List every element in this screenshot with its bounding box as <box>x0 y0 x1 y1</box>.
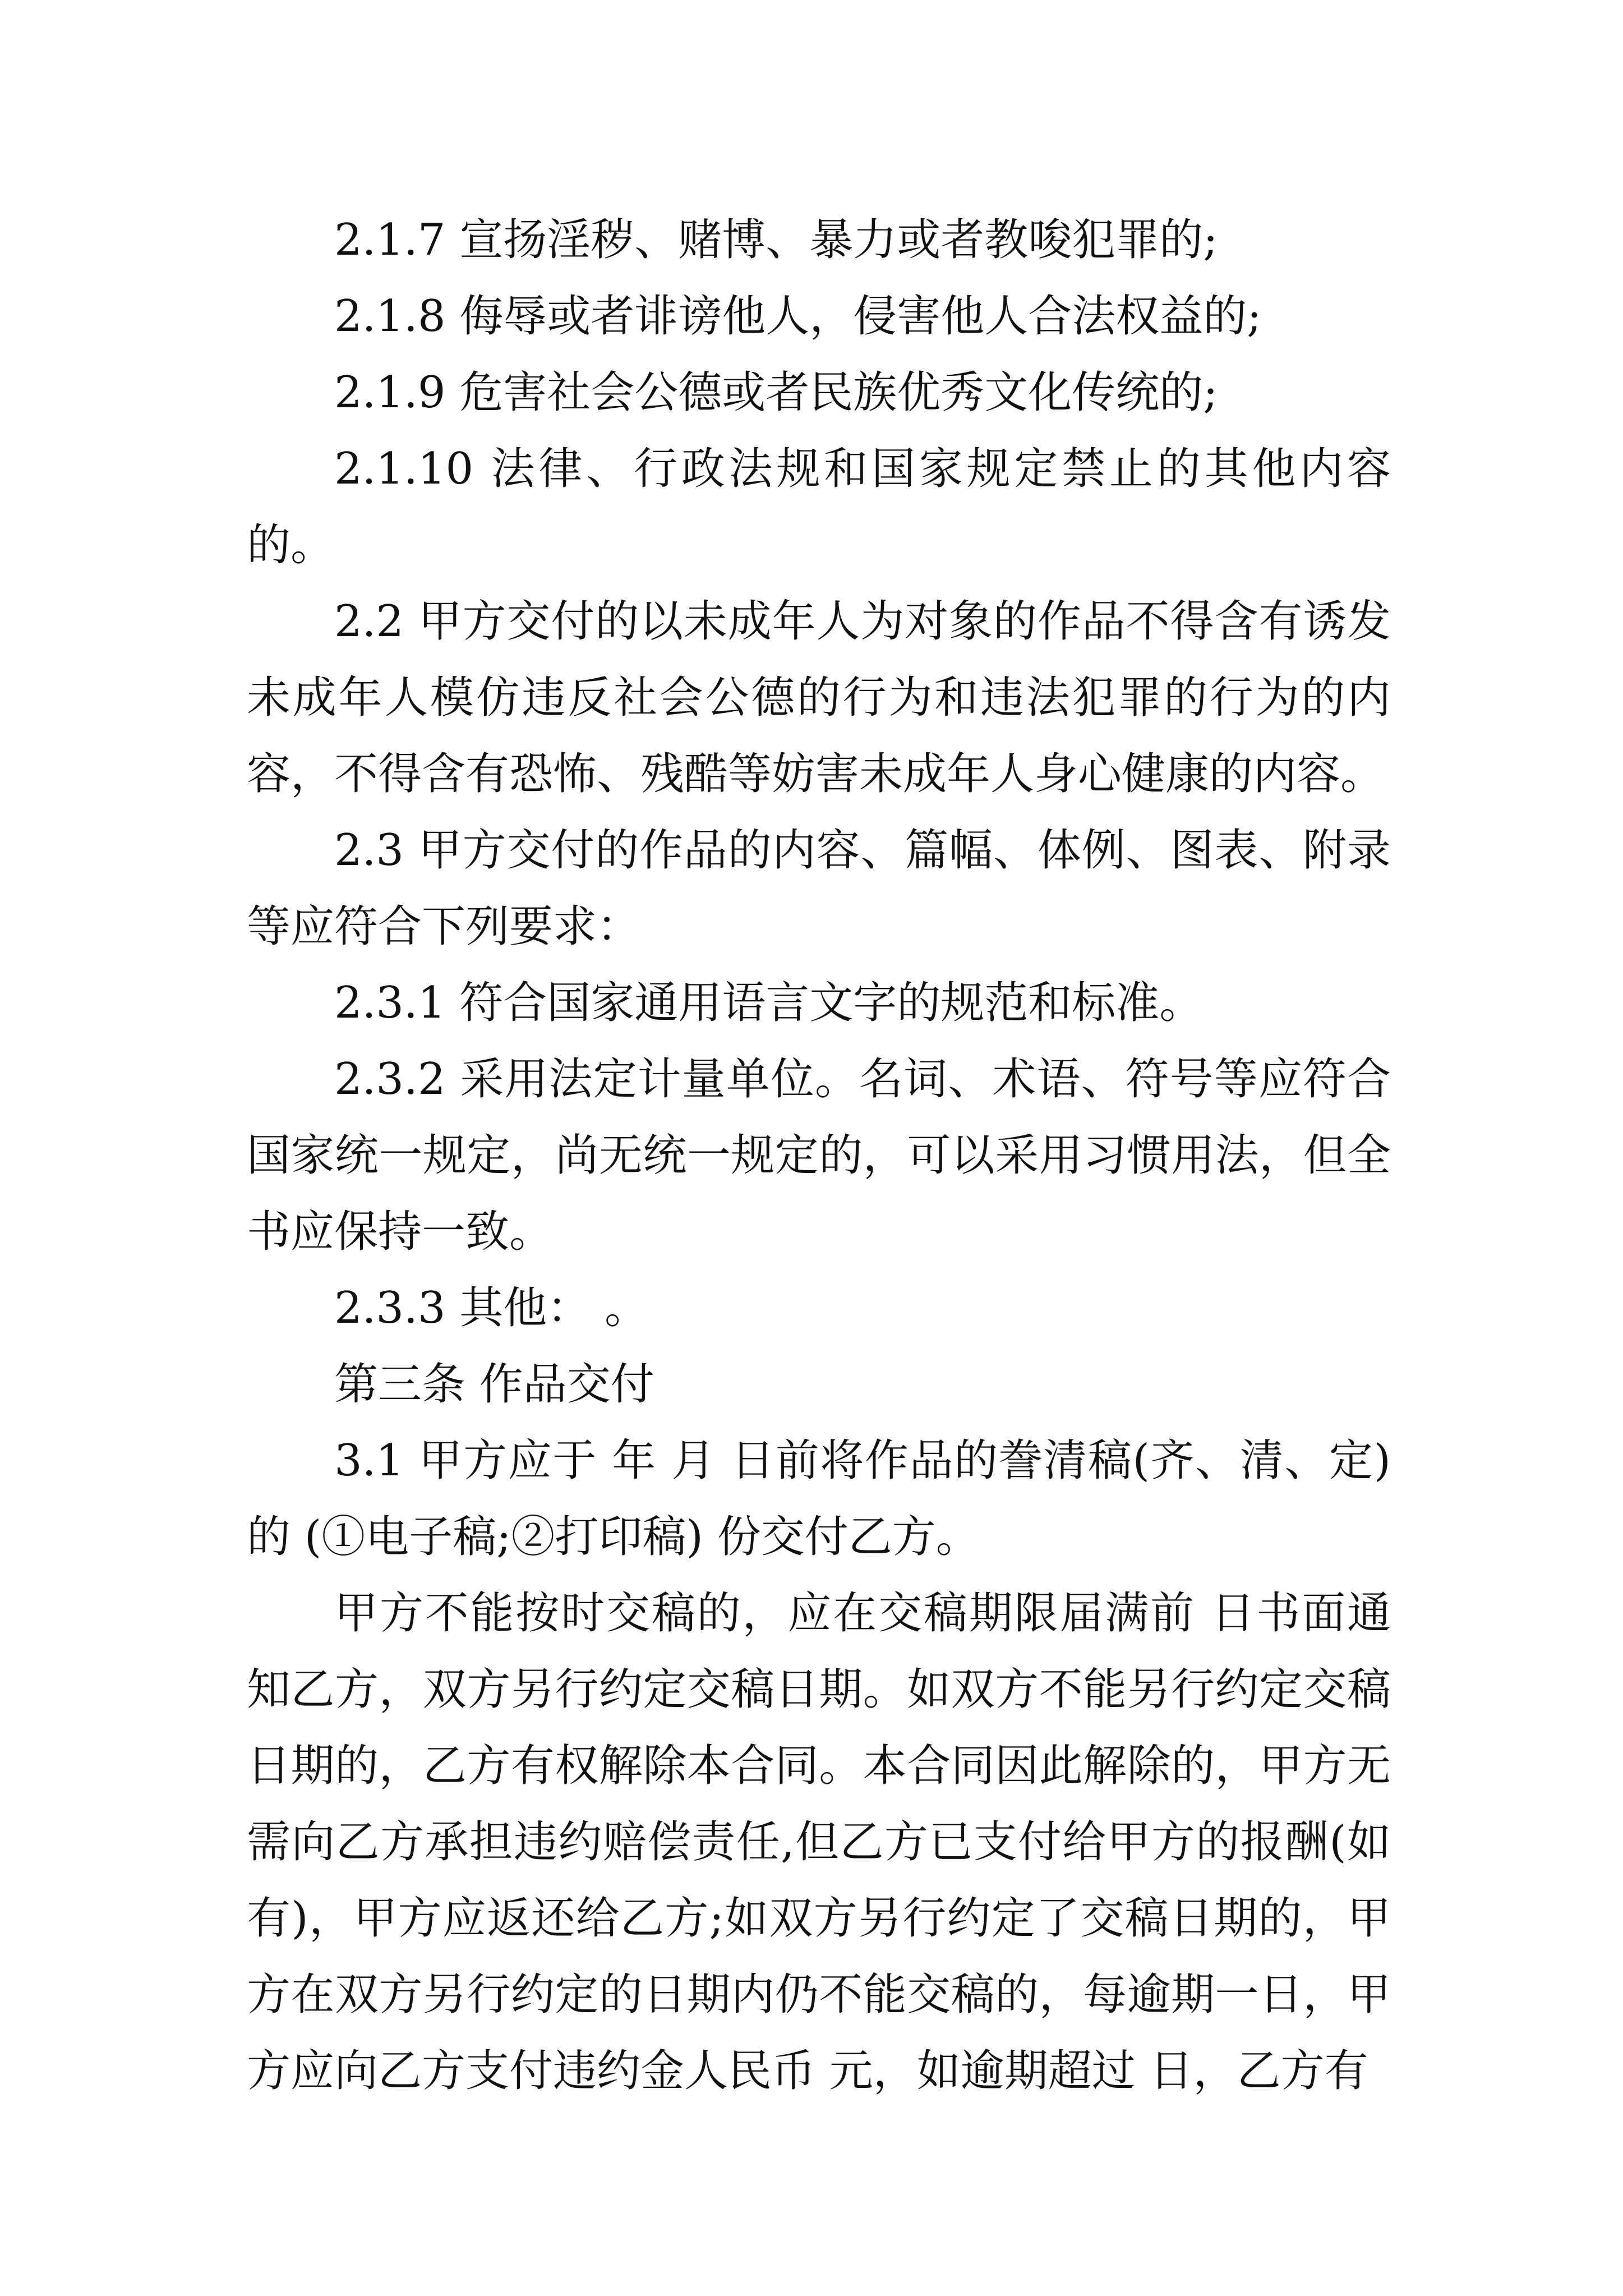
clause-2-3-1: 2.3.1 符合国家通用语言文字的规范和标准。 <box>334 978 1204 1028</box>
article-3-heading: 第三条 作品交付 <box>334 1359 654 1410</box>
clause-2-1-7: 2.1.7 宣扬淫秽、赌博、暴力或者教唆犯罪的; <box>334 215 1218 265</box>
clause-2-1-10: 2.1.10 法律、行政法规和国家规定禁止的其他内容的。 <box>247 444 1391 570</box>
clause-2-3: 2.3 甲方交付的作品的内容、篇幅、体例、图表、附录等应符合下列要求： <box>247 825 1391 952</box>
clause-2-3-3: 2.3.3 其他： 。 <box>334 1283 649 1333</box>
clause-2-1-9: 2.1.9 危害社会公德或者民族优秀文化传统的; <box>334 367 1218 418</box>
clause-3-1: 3.1 甲方应于 年 月 日前将作品的誊清稿(齐、清、定)的 (①电子稿;②打印稿) 份交付乙方。 <box>247 1435 1391 1562</box>
document-body <box>247 202 1391 2109</box>
clause-2-1-8: 2.1.8 侮辱或者诽谤他人，侵害他人合法权益的; <box>334 291 1262 342</box>
clause-2-2: 2.2 甲方交付的以未成年人为对象的作品不得含有诱发未成年人模仿违反社会公德的行为和违法犯罪的行为的内容，不得含有恐怖、残酷等妨害未成年人身心健康的内容。 <box>247 596 1391 799</box>
clause-3-1-late-delivery: 甲方不能按时交稿的，应在交稿期限届满前 日书面通知乙方，双方另行约定交稿日期。如双方不能另行约定交稿日期的，乙方有权解除本合同。本合同因此解除的，甲方无需向乙方承担违约赔偿责任,但乙方已支付给甲方的报酬(如有)，甲方应返还给乙方;如双方另行约定了交稿日期的，甲方在双方另行约定的日期内仍不能交稿的，每逾期一日，甲方应向乙方支付违约金人民币 元，如逾期超过 日，乙方有 <box>247 1588 1391 2096</box>
clause-2-3-2: 2.3.2 采用法定计量单位。名词、术语、符号等应符合国家统一规定，尚无统一规定的，可以采用习惯用法，但全书应保持一致。 <box>247 1054 1391 1257</box>
